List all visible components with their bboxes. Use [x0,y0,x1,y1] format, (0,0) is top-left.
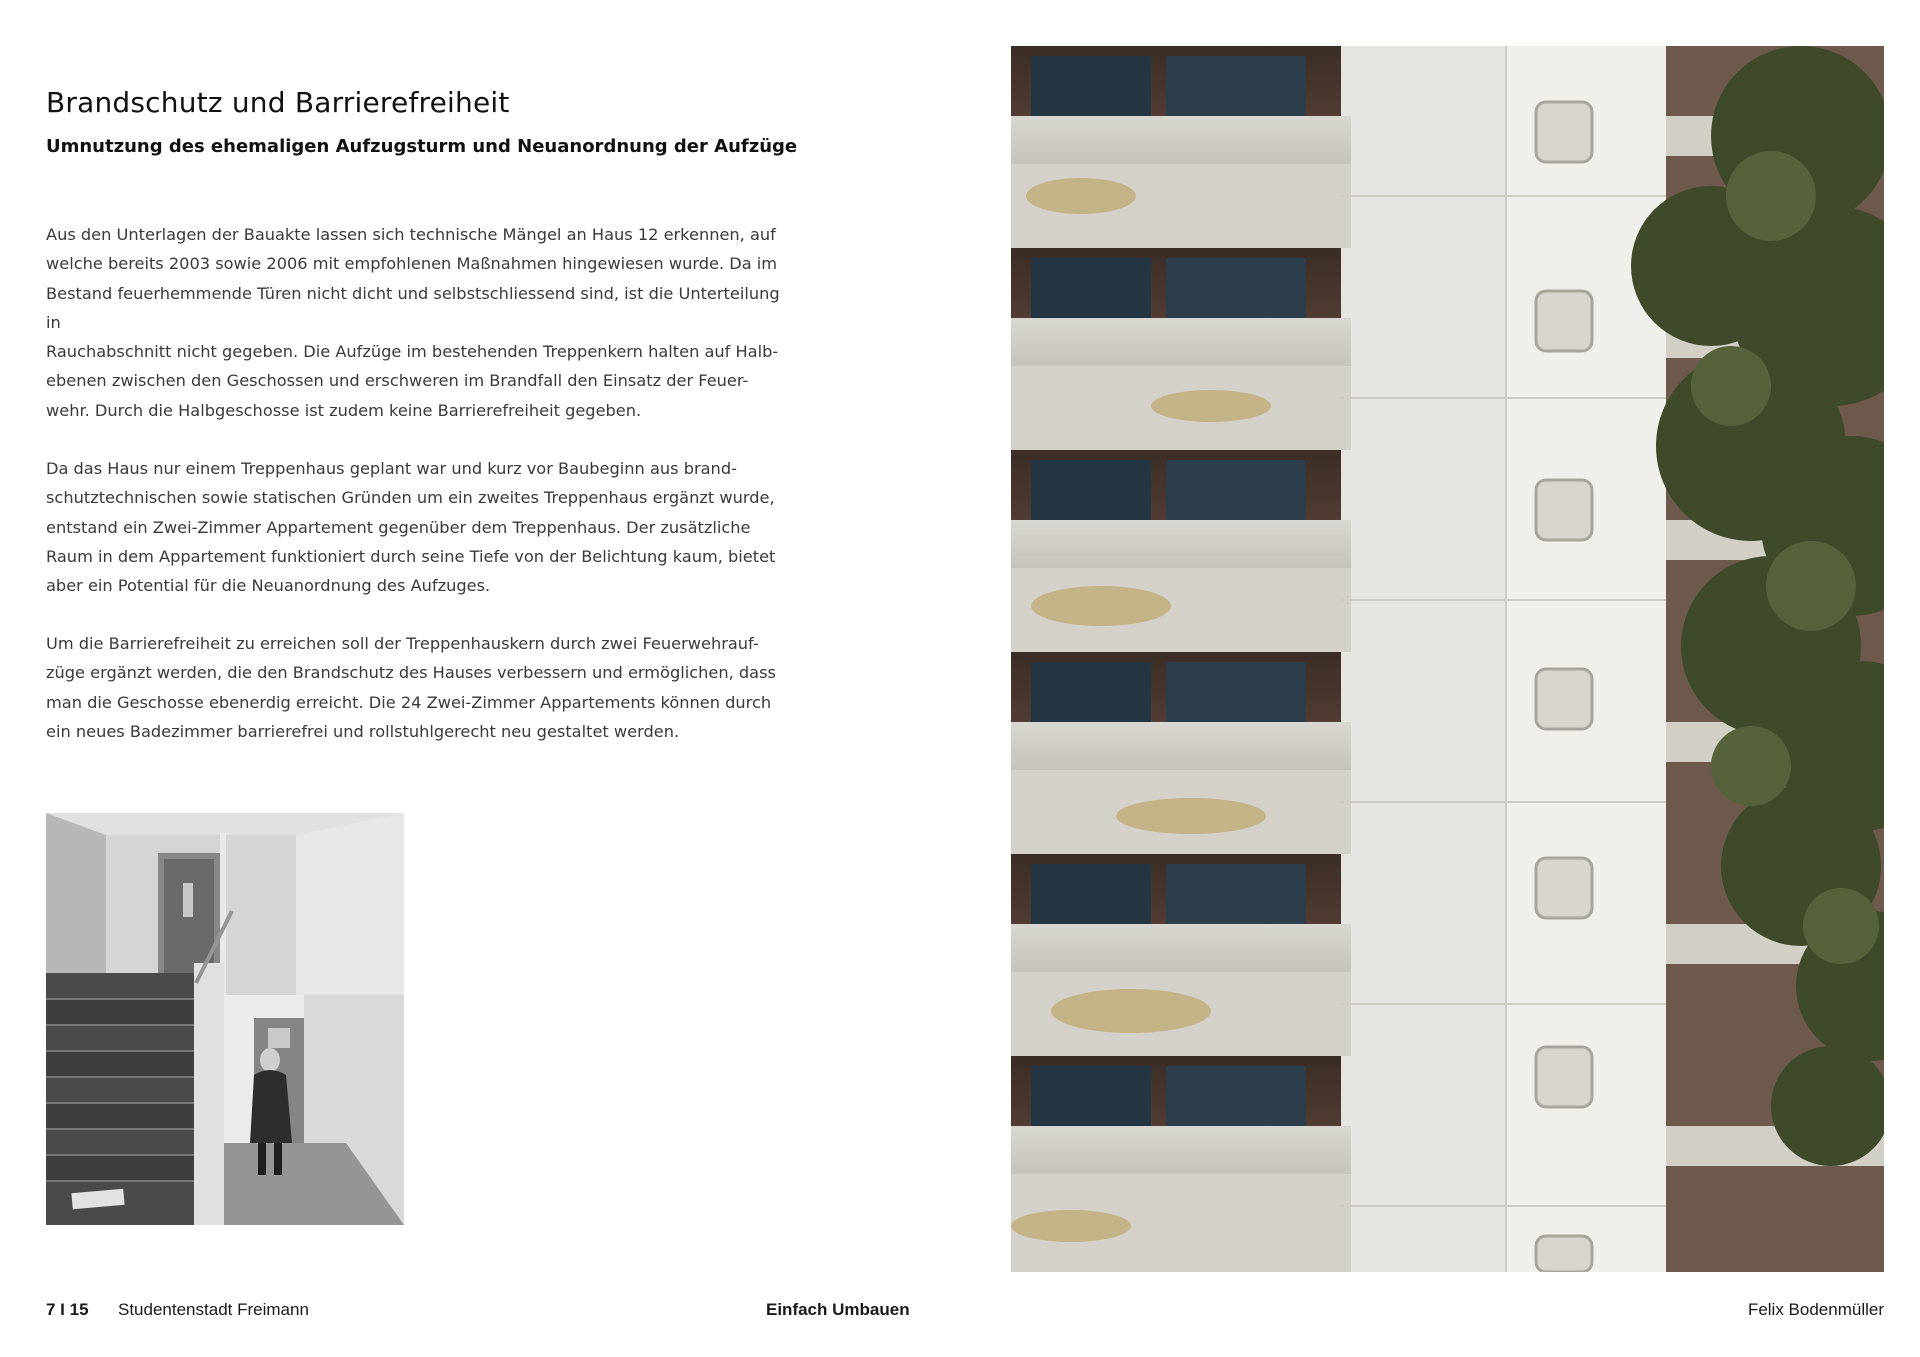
text-line: Da das Haus nur einem Treppenhaus geplant war und kurz vor Baubeginn aus brand- [46,459,737,478]
text-line: welche bereits 2003 sowie 2006 mit empfohlenen Maßnahmen hingewiesen wurde. Da im [46,254,778,274]
stairwell-photo [46,813,404,1225]
text-line: Um die Barrierefreiheit zu erreichen soll der Treppenhauskern durch zwei Feuerwehrauf- [46,634,759,653]
body-paragraph-3 [46,629,786,746]
text-line: ebenen zwischen den Geschossen und erschweren im Brandfall den Einsatz der Feuer- [46,371,749,391]
text-line: ein neues Badezimmer barrierefrei und rollstuhlgerecht neu gestaltet werden. [46,721,680,741]
text-line: züge ergänzt werden, die den Brandschutz des Hauses verbessern und ermöglichen, dass [46,663,776,683]
text-line: wehr. Durch die Halbgeschosse ist zudem keine Barrierefreiheit gegeben. [46,400,642,420]
text-line: Aus den Unterlagen der Bauakte lassen sich technische Mängel an Haus 12 erkennen, auf [46,225,776,244]
text-line: Bestand feuerhemmende Türen nicht dicht und selbstschliessend sind, ist die Unterteilung in [46,283,780,332]
author-name: Felix Bodenmüller [1747,1300,1884,1319]
text-line: schutztechnischen sowie statischen Gründen um ein zweites Treppenhaus ergänzt wurde, [46,488,775,508]
page-number: 7 I 15 [46,1300,89,1319]
text-line: man die Geschosse ebenerdig erreicht. Die 24 Zwei-Zimmer Appartements können durch [46,692,772,712]
text-line: aber ein Potential für die Neuanordnung des Aufzuges. [46,576,491,596]
body-paragraph-1 [46,220,786,425]
page-subtitle: Umnutzung des ehemaligen Aufzugsturm und Neuanordnung der Aufzüge [46,136,798,157]
text-line: Raum in dem Appartement funktioniert durch seine Tiefe von der Belichtung kaum, bietet [46,546,776,566]
series-title: Einfach Umbauen [766,1300,910,1319]
body-paragraph-2 [46,454,786,600]
facade-photo [1011,46,1884,1272]
project-name: Studentenstadt Freimann [118,1300,309,1319]
text-line: entstand ein Zwei-Zimmer Appartement gegenüber dem Treppenhaus. Der zusätzliche [46,517,751,537]
text-line: Rauchabschnitt nicht gegeben. Die Aufzüge im bestehenden Treppenkern halten auf Halb- [46,342,779,362]
page-title: Brandschutz und Barrierefreiheit [46,86,510,119]
